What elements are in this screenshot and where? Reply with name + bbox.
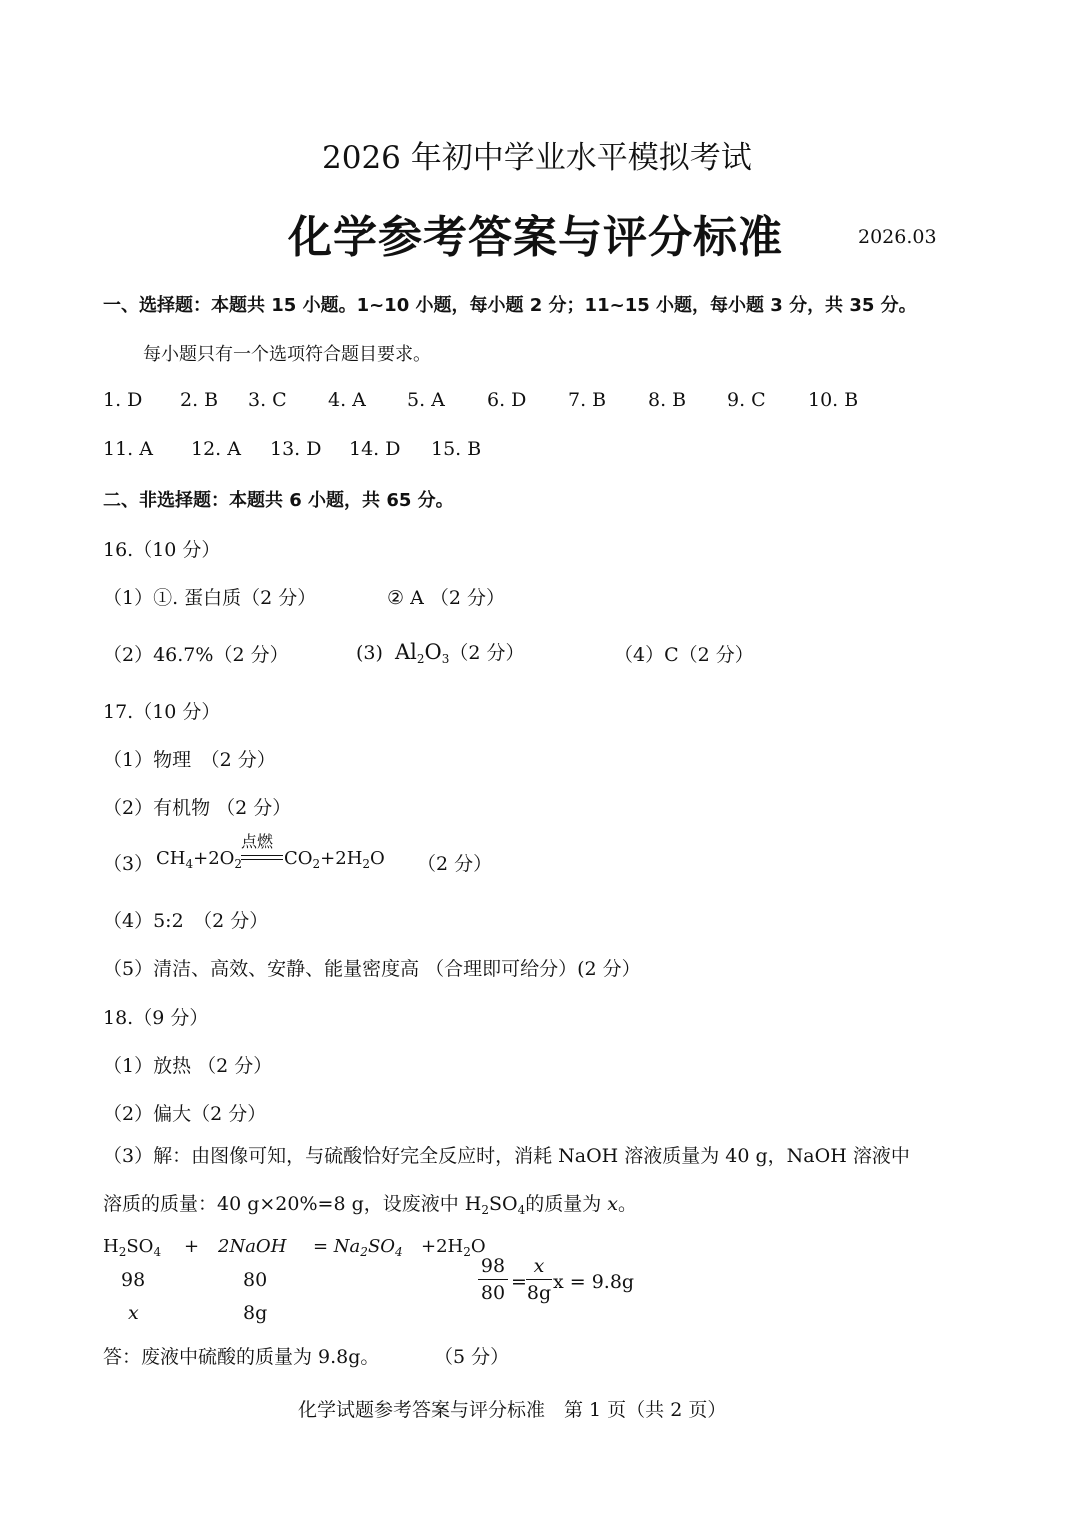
q17-condition: 点燃 <box>241 832 274 851</box>
answer-6: 6. D <box>487 389 527 411</box>
fraction2-numerator: x <box>533 1255 545 1277</box>
calc-subna2: 2 <box>360 1245 368 1259</box>
line2-text-c: 的质量为 <box>525 1193 608 1215</box>
calc-result: x = 9.8g <box>553 1271 635 1293</box>
line2-text-a: 溶质的质量：40 g×20%=8 g，设废液中 H <box>103 1193 482 1215</box>
calc-so: SO <box>126 1236 154 1257</box>
q18-answer-score: （5 分） <box>434 1346 510 1368</box>
answer-2: 2. B <box>180 389 219 411</box>
eq-plus2o: +2O <box>193 848 235 869</box>
calc-o: O <box>470 1236 486 1257</box>
calc-so4: SO <box>367 1236 396 1257</box>
eq-sub2c: 2 <box>362 857 371 871</box>
q16-formula-o: O <box>424 640 442 664</box>
line2-sub4: 4 <box>517 1203 526 1217</box>
eq-ch: CH <box>156 848 186 869</box>
q17-part4: （4）5:2 （2 分） <box>103 910 269 932</box>
calc-mass-naoh: 80 <box>243 1269 268 1291</box>
q18-heading: 18.（9 分） <box>103 1007 209 1029</box>
exam-subtitle: 2026 年初中学业水平模拟考试 <box>322 140 752 176</box>
calc-h2so4 <box>103 1236 161 1257</box>
answer-3: 3. C <box>248 389 287 411</box>
line2-sub2: 2 <box>481 1203 489 1217</box>
calc-na2so4 <box>313 1236 403 1257</box>
fraction1-bar <box>478 1279 508 1280</box>
calc-sub2: 2 <box>118 1245 127 1259</box>
answer-14: 14. D <box>349 438 401 460</box>
answer-4: 4. A <box>328 389 366 411</box>
q17-heading: 17.（10 分） <box>103 701 221 723</box>
eq-sub2a: 2 <box>234 857 243 871</box>
q16-part3-label: (3) <box>356 642 383 664</box>
answer-1: 1. D <box>103 389 143 411</box>
q16-heading: 16.（10 分） <box>103 539 221 561</box>
eq-sub2b: 2 <box>312 857 321 871</box>
q18-part1: （1）放热 （2 分） <box>103 1055 273 1077</box>
section1-note: 每小题只有一个选项符合题目要求。 <box>143 344 431 365</box>
exam-date: 2026.03 <box>858 226 937 248</box>
q18-answer: 答：废液中硫酸的质量为 9.8g。 <box>103 1346 380 1368</box>
calc-eqna: = Na <box>313 1236 361 1257</box>
q16-sub2: 2 <box>416 652 425 666</box>
q16-part1b: ② A （2 分） <box>387 587 505 609</box>
q16-formula-al: Al <box>395 640 417 664</box>
q16-part1a: （1）①. 蛋白质（2 分） <box>103 587 317 609</box>
q16-sub3: 3 <box>441 652 450 666</box>
q17-part3-label: （3） <box>103 853 154 875</box>
page-footer: 化学试题参考答案与评分标准 第 1 页（共 2 页） <box>298 1399 727 1421</box>
q17-part1: （1）物理 （2 分） <box>103 749 276 771</box>
answer-9: 9. C <box>727 389 766 411</box>
q16-part4: （4）C（2 分） <box>614 644 754 666</box>
answer-5: 5. A <box>407 389 445 411</box>
q18-part3-line1: （3）解：由图像可知，与硫酸恰好完全反应时，消耗 NaOH 溶液质量为 40 g，NaOH 溶液中 <box>103 1145 910 1167</box>
q18-part2: （2）偏大（2 分） <box>103 1103 267 1125</box>
fraction-x-8g <box>526 1255 552 1304</box>
line2-text-b: SO <box>489 1193 518 1215</box>
fraction1-denominator: 80 <box>480 1282 506 1304</box>
q17-equation-right <box>284 848 385 869</box>
calc-subh2: 2 <box>463 1245 471 1259</box>
section2-heading: 二、非选择题：本题共 6 小题，共 65 分。 <box>103 490 454 511</box>
answer-7: 7. B <box>568 389 607 411</box>
line2-text-d: 。 <box>618 1193 638 1215</box>
calc-subso4: 4 <box>395 1245 403 1259</box>
eq-o: O <box>370 848 385 869</box>
answer-13: 13. D <box>270 438 322 460</box>
answer-8: 8. B <box>648 389 687 411</box>
q16-part3 <box>356 638 525 665</box>
fraction-equals: = <box>511 1271 527 1293</box>
q17-part2: （2）有机物 （2 分） <box>103 797 292 819</box>
calc-plus2h: +2H <box>421 1236 464 1257</box>
calc-mass-h2so4: 98 <box>121 1269 146 1291</box>
fraction2-denominator: 8g <box>526 1282 552 1304</box>
eq-co: CO <box>284 848 313 869</box>
q17-equals-arrow <box>241 855 283 860</box>
calc-water <box>421 1236 486 1257</box>
line2-x: x <box>607 1193 618 1215</box>
eq-sub4: 4 <box>185 857 194 871</box>
q18-part3-line2 <box>103 1189 637 1216</box>
answer-11: 11. A <box>103 438 153 460</box>
fraction1-numerator: 98 <box>480 1255 506 1277</box>
fraction2-bar <box>526 1279 552 1280</box>
q16-part2: （2）46.7%（2 分） <box>103 644 289 666</box>
answer-15: 15. B <box>431 438 482 460</box>
calc-plus: + <box>184 1236 200 1257</box>
q16-part3-score: （2 分） <box>449 642 525 664</box>
calc-naoh-mass: 8g <box>243 1302 268 1324</box>
fraction-98-80 <box>478 1255 508 1304</box>
q17-part5: （5）清洁、高效、安静、能量密度高 （合理即可给分）(2 分） <box>103 958 641 980</box>
calc-unknown-x: x <box>128 1302 139 1324</box>
calc-naoh: 2NaOH <box>218 1236 287 1257</box>
answer-12: 12. A <box>191 438 241 460</box>
eq-plus2h: +2H <box>320 848 363 869</box>
section1-heading: 一、选择题：本题共 15 小题。1~10 小题，每小题 2 分；11~15 小题，每小题 3 分，共 35 分。 <box>103 295 917 316</box>
q17-equation-left <box>156 848 242 869</box>
page-title: 化学参考答案与评分标准 <box>288 212 783 263</box>
calc-sub4: 4 <box>153 1245 162 1259</box>
q17-part3-score: （2 分） <box>417 853 493 875</box>
calc-h: H <box>103 1236 119 1257</box>
answer-10: 10. B <box>808 389 859 411</box>
